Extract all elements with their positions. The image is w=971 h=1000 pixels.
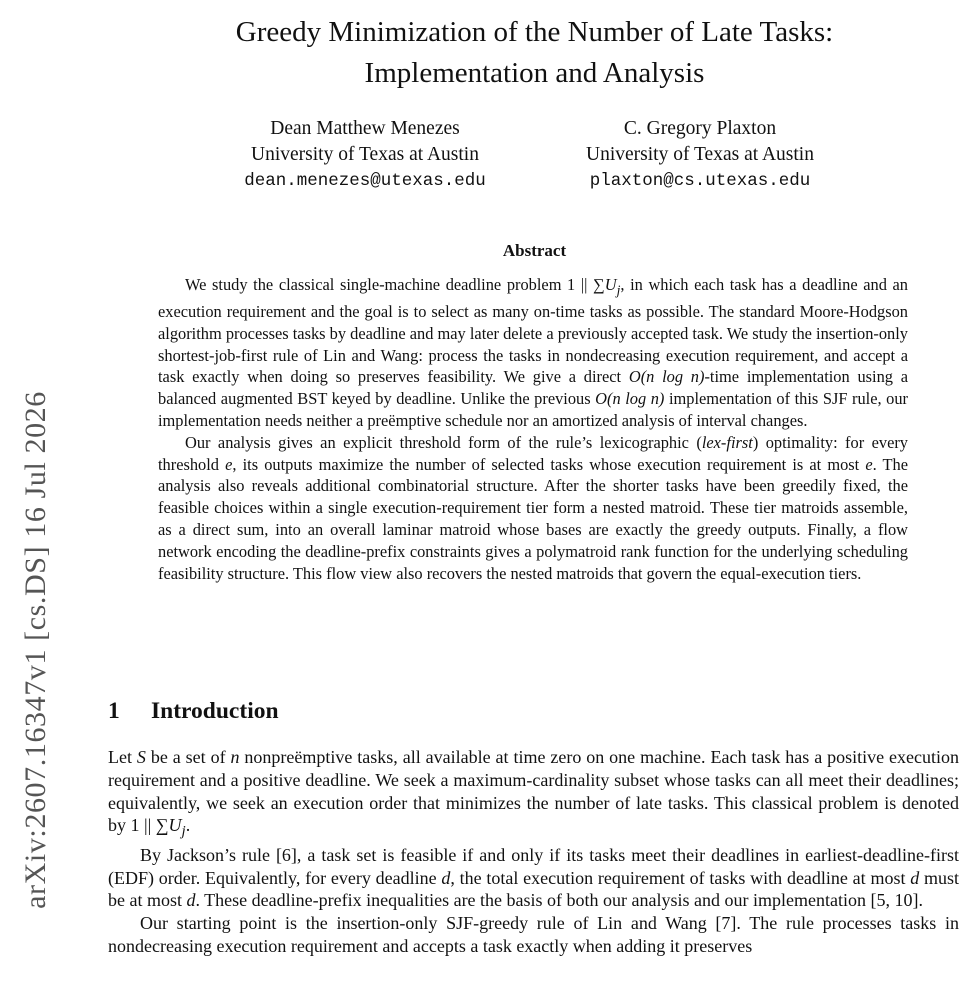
text-run: Let (108, 747, 137, 767)
math-symbol: n (230, 747, 240, 767)
math-symbol: d (186, 890, 196, 911)
math-expression: O(n log n) (595, 389, 665, 409)
section-title: Introduction (151, 698, 279, 724)
math-symbol: U (168, 815, 182, 836)
text-run: By Jackson’s rule [6], a task set is feasible if and only if its tasks meet their deadlines in earliest-deadline-first (EDF) order. Equivalently, for every deadline (108, 844, 959, 888)
title-line-2: Implementation and Analysis (364, 57, 705, 89)
emphasis: lex-first (701, 432, 753, 452)
text-run: -time implementation using a balanced augmented BST keyed by deadline. Unlike the previous (158, 367, 908, 409)
author-affiliation: University of Texas at Austin (586, 144, 814, 165)
author-block-2 (540, 116, 860, 194)
text-run: , its outputs maximize the number of selected tasks whose execution requirement is at most (232, 454, 866, 474)
section-number: 1 (108, 698, 120, 724)
body-text (108, 746, 959, 958)
text-run: . These deadline-prefix inequalities are the basis of both our analysis and our implementation [5, 10]. (195, 890, 923, 911)
math-subscript: j (616, 282, 621, 298)
paper-title (108, 12, 961, 94)
math-symbol: d (910, 867, 920, 888)
math-symbol: d (441, 867, 451, 888)
text-run: must be at most (108, 867, 960, 911)
author-name: C. Gregory Plaxton (623, 118, 777, 139)
text-run: Our analysis gives an explicit threshold form of the rule’s lexicographic ( (185, 432, 702, 452)
title-line-1: Greedy Minimization of the Number of Late Tasks: (235, 16, 834, 48)
math-symbol: e (865, 454, 873, 474)
author-block-1 (205, 116, 525, 194)
math-symbol: S (136, 747, 146, 767)
author-email: dean.menezes@utexas.edu (244, 171, 486, 191)
abstract-paragraph-1 (158, 274, 908, 432)
text-run: implementation of this SJF rule, our implementation needs neither a preëmptive schedule nor an amortized analysis of interval changes. (158, 389, 908, 431)
math-expression: O(n log n) (628, 367, 705, 387)
text-run: . (185, 815, 191, 836)
math-subscript: j (181, 823, 186, 840)
body-paragraph-3: Our starting point is the insertion-only SJF-greedy rule of Lin and Wang [7]. The rule processes tasks in nondecreasing execution requirement and accepts a task exactly when adding it preserves (108, 913, 959, 956)
author-name: Dean Matthew Menezes (270, 118, 460, 139)
abstract (158, 274, 908, 584)
body-paragraph-2 (108, 844, 959, 912)
abstract-heading: Abstract (502, 241, 567, 260)
math-symbol: e (225, 454, 233, 474)
math-symbol: U (604, 275, 617, 294)
author-email: plaxton@cs.utexas.edu (589, 171, 811, 191)
arxiv-identifier: arXiv:2607.16347v1 [cs.DS] 16 Jul 2026 (19, 391, 52, 909)
text-run: . The analysis also reveals additional combinatorial structure. After the shorter tasks have been greedily fixed, the feasible choices within a single execution-requirement tier form a nested matroid. These tier matroids assemble, as a direct sum, into an overall laminar matroid whose bases are exactly the greedy outputs. Finally, a flow network encoding the deadline-prefix constraints gives a polymatroid rank function for the underlying scheduling feasibility structure. This flow view also recovers the nested matroids that govern the equal-execution tiers. (158, 454, 908, 583)
abstract-paragraph-2 (158, 432, 908, 585)
text-run: , the total execution requirement of tasks with deadline at most (450, 867, 911, 888)
body-paragraph-1 (108, 746, 959, 844)
author-affiliation: University of Texas at Austin (251, 144, 479, 165)
text-run: be a set of (145, 747, 231, 767)
text-run: We study the classical single-machine deadline problem 1 || ∑ (185, 275, 605, 294)
section-heading (108, 698, 279, 725)
text-run: nonpreëmptive tasks, all available at time zero on one machine. Each task has a positive execution requirement and a positive deadline. We seek a maximum-cardinality subset whose tasks can all meet their deadlines; equivalently, we seek an execution order that minimizes the number of late tasks. This classical problem is denoted by 1 || ∑ (108, 747, 959, 836)
text-run: ) optimality: for every threshold (158, 432, 908, 474)
text-run: , in which each task has a deadline and an execution requirement and the goal is to select as many on-time tasks as possible. The standard Moore-Hodgson algorithm processes tasks by deadline and may later delete a previously accepted task. We study the insertion-only shortest-job-first rule of Lin and Wang: process the tasks in nondecreasing execution requirement, and accept a task exactly when doing so preserves feasibility. We give a direct (158, 275, 908, 387)
